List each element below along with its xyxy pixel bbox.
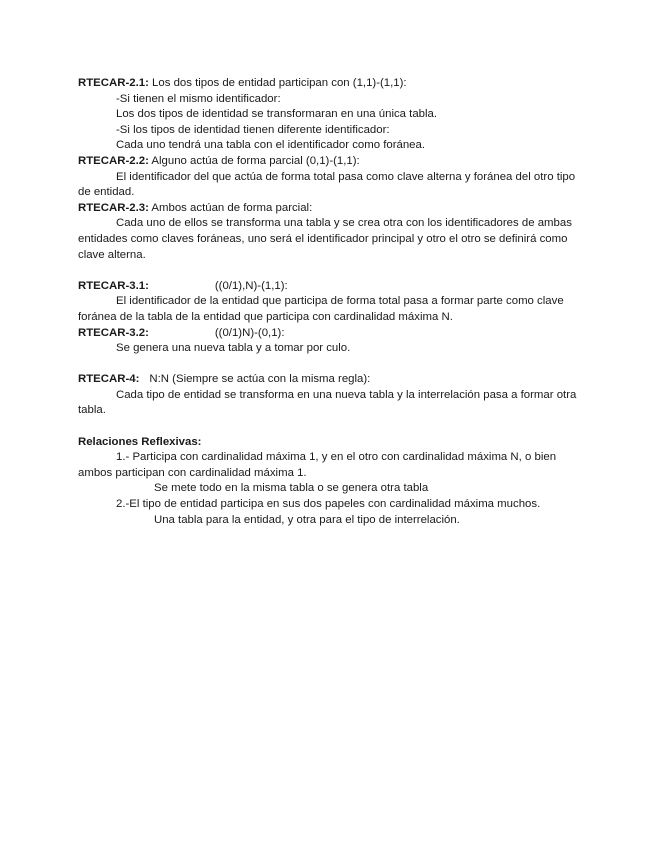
rule-2-1-title — [78, 76, 578, 92]
reflexivas-point-1-sub: Se mete todo en la misma tabla o se genera otra tabla — [154, 482, 429, 495]
rule-2-3-text: Ambos actúan de forma parcial: — [148, 201, 313, 214]
reflexivas-point-2: 2.-El tipo de entidad participa en sus dos papeles con cardinalidad máxima muchos. — [116, 498, 541, 511]
rule-3-2-heading: RTECAR-3.2: — [78, 326, 149, 339]
document-page — [78, 76, 578, 528]
rule-2-3-body: Cada uno de ellos se transforma una tabla y se crea otra con los identificadores de ambas entidades como claves foráneas, uno será el identificador principal y otro el otro se definirá como clave alterna. — [78, 217, 572, 261]
rule-4-heading: RTECAR-4: — [78, 373, 140, 386]
rule-4-text: N:N (Siempre se actúa con la misma regla): — [149, 373, 371, 386]
rule-2-1-heading: RTECAR-2.1: — [78, 77, 149, 89]
rule-2-3-title — [78, 201, 578, 217]
rule-3-2-title — [78, 326, 578, 342]
rule-2-1-line-2: Los dos tipos de identidad se transformaran en una única tabla. — [116, 108, 438, 121]
reflexivas-point-1: 1.- Participa con cardinalidad máxima 1, y en el otro con cardinalidad máxima N, o bien ambos participan con cardinalidad máxima 1. — [78, 451, 557, 479]
reflexivas-title — [78, 435, 578, 451]
rule-3-2-body: Se genera una nueva tabla y a tomar por culo. — [116, 342, 351, 355]
rule-2-2-heading: RTECAR-2.2: — [78, 154, 149, 167]
rule-3-2-text: ((0/1)N)-(0,1): — [214, 326, 285, 339]
spacer — [78, 419, 578, 435]
spacer — [78, 263, 578, 279]
rule-2-3-heading: RTECAR-2.3: — [78, 201, 149, 214]
rule-3-1-body: El identificador de la entidad que participa de forma total pasa a formar parte como clave foránea de la tabla de la entidad que participa con cardinalidad máxima N. — [78, 295, 564, 323]
rule-2-2-body: El identificador del que actúa de forma total pasa como clave alterna y foránea del otro tipo de entidad. — [78, 170, 576, 199]
rule-2-1-text: Los dos tipos de entidad participan con (1,1)-(1,1): — [148, 77, 407, 89]
rule-2-1-line-4: Cada uno tendrá una tabla con el identificador como foránea. — [116, 139, 426, 152]
rule-2-2-text: Alguno actúa de forma parcial (0,1)-(1,1): — [148, 154, 360, 167]
rule-2-1-line-1: -Si tienen el mismo identificador: — [116, 92, 281, 105]
rule-2-1-line-3: -Si los tipos de identidad tienen diferente identificador: — [116, 123, 390, 136]
rule-2-2-title — [78, 154, 578, 170]
rule-4-body: Cada tipo de entidad se transforma en una nueva tabla y la interrelación pasa a formar otra tabla. — [78, 388, 577, 417]
rule-3-1-text: ((0/1),N)-(1,1): — [214, 279, 288, 292]
rule-3-1-heading: RTECAR-3.1: — [78, 279, 149, 292]
rule-3-1-title — [78, 279, 578, 295]
reflexivas-heading: Relaciones Reflexivas: — [78, 435, 202, 448]
spacer — [78, 357, 578, 373]
reflexivas-point-2-sub: Una tabla para la entidad, y otra para el tipo de interrelación. — [154, 513, 460, 526]
rule-4-title — [78, 372, 578, 388]
